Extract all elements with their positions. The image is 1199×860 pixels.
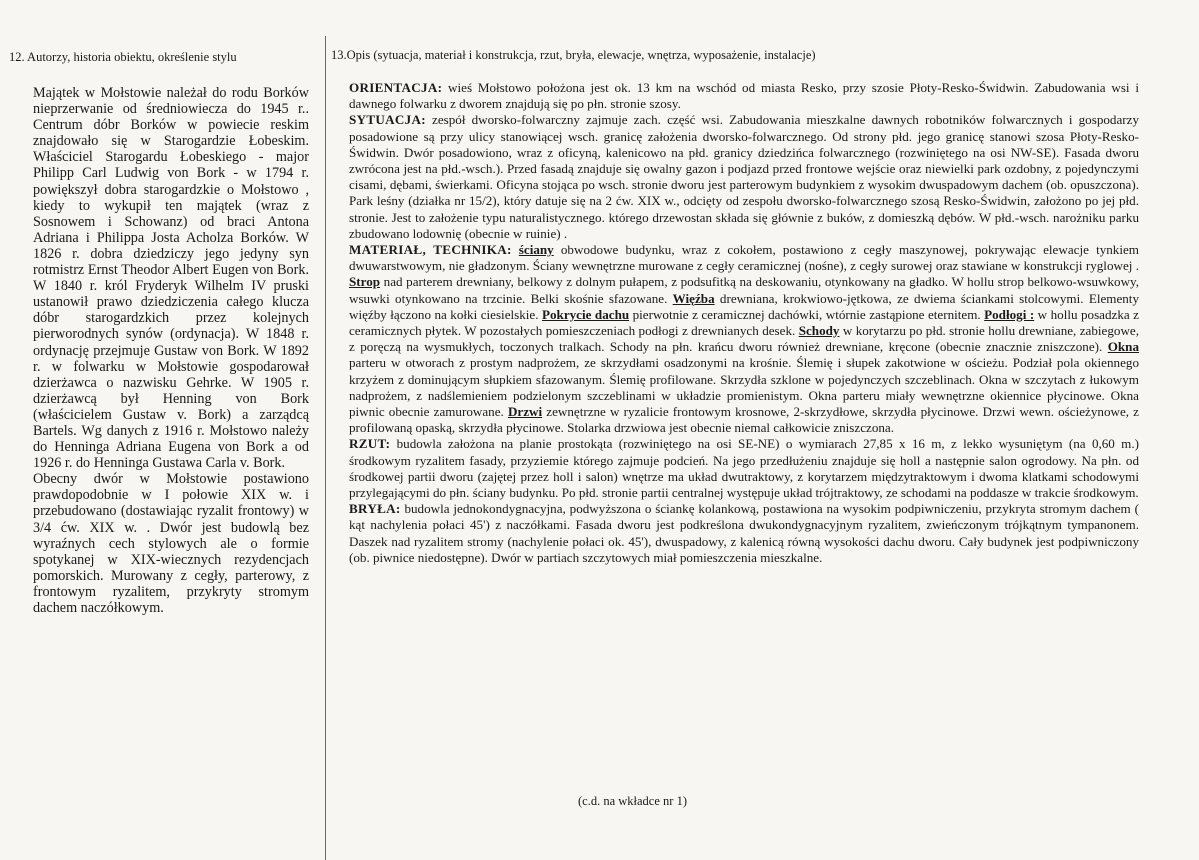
massing-paragraph [349,501,1139,566]
roofing-text: pierwotnie z ceramicznej dachówki, wtórnie zastąpione eternitem. [629,306,985,322]
ceiling-text: nad parterem drewniany, belkowy z dolnym pułapem, z podsufitką na deskowaniu, otynkowany na gładko. W hollu strop belkowo-wsuwkowy, wsuwki otynkowano na trzcinie. Belki skośnie sfazowane. [349,274,1139,306]
massing-label: BRYŁA: [349,501,401,517]
windows-text: parteru w otworach z prostym nadprożem, ze skrzydłami osadzonymi na krośnie. Ślemię i słupek zakotwione w ościeżu. Podział pola okiennego krzyżem z dominującym słupkiem sfazowanym. Ślemię profilowane. Skrzydła szklone w pojedynczych szczeblinach. Okna w szczytach z łukowym nadprożem, z nadślemieniem podzielonym szczeblinami w układzie promienistym. Okna parteru miały wewnętrzne okiennice płycinowe. Okna piwnic obecnie zamurowane. [349,355,1139,420]
roofing-label: Pokrycie dachu [542,306,630,322]
plan-text: budowla założona na planie prostokąta (rozwiniętego na osi SE-NE) o wymiarach 27,85 x 16 m, z lekko wysuniętym (na 0,60 m.) środkowym ryzalitem fasady, przyziemie którego zajmuje podcień. Na jego przedłużeniu znajduje się holl a następnie salon ogrodowy. Na płn. od środkowej partii dworu (zajętej przez holl i salon) wnętrze ma układ dwutraktowy, z korytarzem międzytraktowym i dwoma klatkami schodowymi przylegającymi do płn. ściany budynku. Po płd. stronie partii centralnej występuje układ trójtraktowy, ze schodami na poddasze w trakcie środkowym. [349,436,1139,501]
continuation-note: (c.d. na wkładce nr 1) [578,794,687,808]
plan-label: RZUT: [349,436,391,452]
orientation-label: ORIENTACJA: [349,80,443,95]
situation-paragraph [349,112,1139,242]
roof-truss-label: Więźba [672,290,715,306]
stairs-text: w korytarzu po płd. stronie hollu drewniane, zabiegowe, z poręczą na wysmukłych, toczonych tralkach. Schody na płn. krańcu dworu również drewniane, kręcone (obecnie znacznie zniszczone). [349,323,1139,355]
style-paragraph: Obecny dwór w Mołstowie postawiono prawdopodobnie w I połowie XIX w. i przebudowano (dostawiając ryzalit frontowy) w 3/4 ćw. XIX w. . Dwór jest budowlą bez wyraźnych cech stylowych ale o formie spotykanej w XIX-wiecznych rezydencjach pomorskich. Murowany z cegły, parterowy, z frontowym ryzalitem, przykryty stromym dachem naczółkowym. [33,471,309,616]
roof-truss-text: drewniana, krokwiowo-jętkowa, ze dwiema ściankami stolcowymi. Elementy więźby łączono na kołki ciesielskie. [349,290,1139,322]
section-13-heading: 13.Opis (sytuacja, materiał i konstrukcja, rzut, bryła, elewacje, wnętrza, wyposażenie, instalacje) [331,48,816,62]
material-paragraph [349,242,1139,436]
massing-text: budowla jednokondygnacyjna, podwyższona o ściankę kolankową, postawiona na wysokim podpiwniczeniu, przykryta stromym dachem ( kąt nachylenia połaci 45') z naczółkami. Fasada dworu jest podkreślona dwukondygnacyjnym ryzalitem, zwieńczonym trójkątnym tympanonem. Daszek nad ryzalitem stromy (nachylenie połaci ok. 45'), dwuspadowy, z kalenicą równą wysokości dachu dworu. Cały budynek jest podpiwniczony (ob. piwnice niedostępne). Dwór w partiach szczytowych miał pomieszczenia mieszkalne. [349,501,1139,565]
situation-text: zespół dworsko-folwarczny zajmuje zach. część wsi. Zabudowania mieszkalne dawnych robotników folwarcznych i gospodarzy posadowione są przy ulicy stanowiącej wsch. granicę założenia dworsko-folwarcznego. Od strony płd. jego granicę stanowi szosa Płoty-Resko-Świdwin. Dwór posadowiono, wraz z oficyną, kalenicowo na płd. granicy dziedzińca folwarcznego (rozwiniętego na osi NW-SE). Fasada dworu zwrócona jest na płd.-wsch.). Przed fasadą znajduje się owalny gazon i podjazd przed frontowe wejście oraz niewielki park ozdobny, z pojedynczymi cisami, dębami, świerkami. Oficyna stojąca po wsch. stronie dworu jest parterowym budynkiem z wysokim dwuspadowym dachem (ob. opuszczona). Park leśny (działka nr 15/2), który datuje się na 2 ćw. XIX w., odcięty od zespołu dworsko-folwarcznego szosą Resko-Świdwin, założono po jej płd. stronie. Jest to założenie typu naturalistycznego. którego drzewostan składa się głównie z buków, z domieszką dębów. W płd.-wsch. narożniku parku zbudowano lodownię (obecnie w ruinie) . [349,112,1139,241]
section-12-heading: 12. Autorzy, historia obiektu, określenie stylu [9,50,237,64]
walls-text: obwodowe budynku, wraz z cokołem, postawiono z cegły maszynowej, pokrywając elewacje tynkiem dwuwarstwowym, nie gładzonym. Ściany wewnętrzne murowane z cegły ceramicznej (nośne), z cegły surowej oraz stawiane w konstrukcji ryglowej . [349,242,1139,274]
description-column [349,80,1139,566]
ceiling-label: Strop [349,274,381,290]
floors-label: Podłogi : [984,306,1035,322]
column-divider [325,36,326,860]
floors-text: w hollu posadzka z ceramicznych płytek. W pozostałych pomieszczeniach podłogi z drewnianych desek. [349,306,1139,339]
orientation-text: wieś Mołstowo położona jest ok. 13 km na wschód od miasta Resko, przy szosie Płoty-Resko-Świdwin. Zabudowania wsi i dawnego folwarku z dworem znajdują się po płn. stronie szosy. [349,80,1139,112]
material-label: MATERIAŁ, TECHNIKA: [349,242,512,258]
history-column [33,85,309,616]
walls-label: ściany [518,242,554,258]
history-paragraph: Majątek w Mołstowie należał do rodu Borków nieprzerwanie od średniowiecza do 1945 r.. Centrum dóbr Borków w powiecie reskim znajdowało się w Starogardzie Łobeskim. Właściciel Starogardu Łobeskiego - major Philipp Carl Ludwig von Bork - w 1794 r. powiększył dobra starogardzkie o Mołstowo , kiedy to wykupił ten majątek (wraz z Sosnowem i Schowanz) od braci Antona Adriana i Philippa Josta Acholza Borków. W 1826 r. dobra dziedziczy jego jedyny syn rotmistrz Ernst Theodor Albert Eugen von Bork. W 1840 r. król Fryderyk Wilhelm IV pruski ustanowił prawo dziedziczenia całego klucza dóbr starogardzkich przez kolejnych pierworodnych synów (ordynacja). W 1848 r. ordynację przejmuje Gustaw von Bork. W 1892 r. w folwarku w Mołstowie gospodarował dzierżawca o nazwisku Gehrke. W 1905 r. dzierżawcą był Henning von Bork (właścicielem Gustaw v. Bork) a zarządcą Bartels. Wg danych z 1916 r. Mołstowo należy do Henninga Adriana Eugena von Bork a od 1926 r. do Henninga Gustawa Carla v. Bork. [33,85,309,472]
plan-paragraph [349,436,1139,501]
orientation-paragraph [349,80,1139,112]
doors-text: zewnętrzne w ryzalicie frontowym krosnowe, 2-skrzydłowe, skrzydła płycinowe. Drzwi wewn. ościeżynowe, z profilowaną opaską, skrzydła płycinowe. Stolarka drzwiowa jest obecnie niemal całkowicie zniszczona. [349,404,1139,436]
windows-label: Okna [1107,339,1139,355]
stairs-label: Schody [798,323,840,339]
doors-label: Drzwi [507,404,543,420]
situation-label: SYTUACJA: [349,112,426,128]
